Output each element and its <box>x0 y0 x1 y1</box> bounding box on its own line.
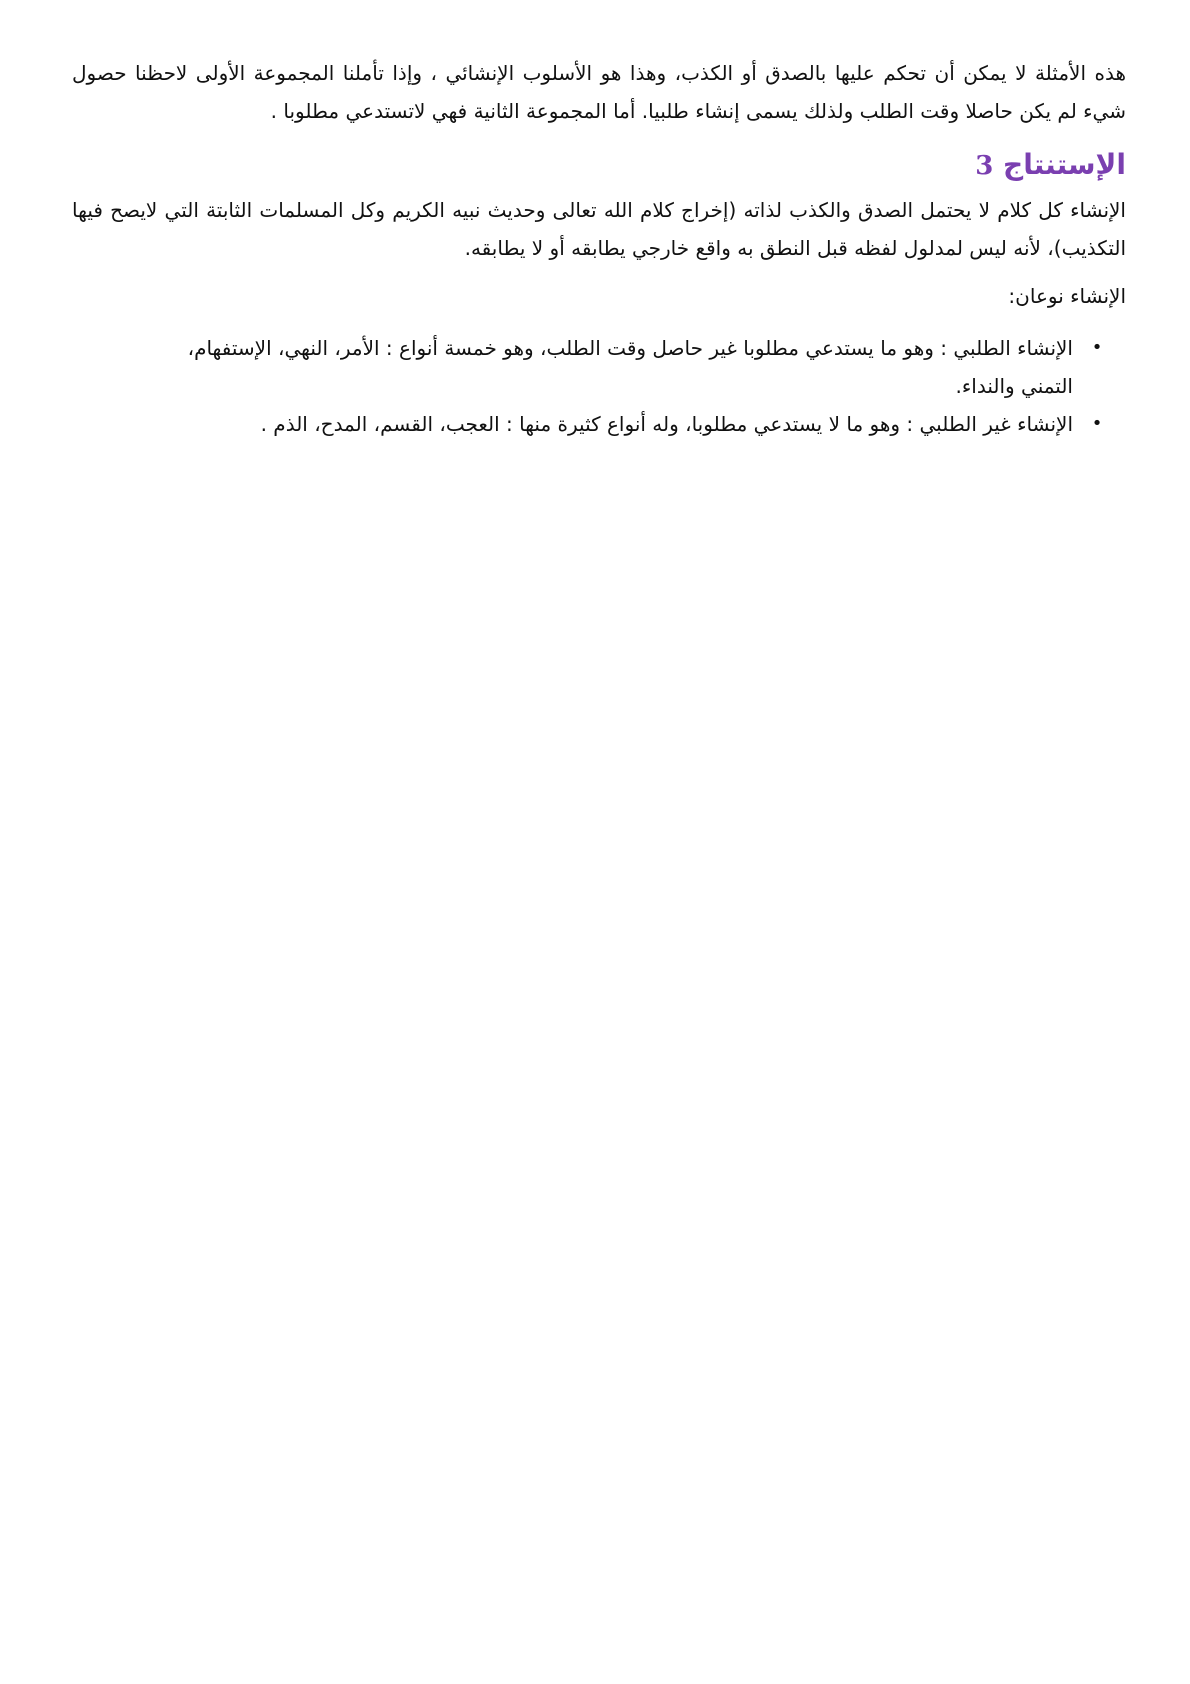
section-heading-text: الإستنتاج <box>1003 148 1126 181</box>
list-item <box>173 329 1103 405</box>
types-label: الإنشاء نوعان: <box>1008 284 1126 308</box>
list-item-text: الإنشاء غير الطلبي : وهو ما لا يستدعي مطلوبا، وله أنواع كثيرة منها : العجب، القسم، المدح، الذم . <box>260 412 1073 436</box>
definition-paragraph: الإنشاء كل كلام لا يحتمل الصدق والكذب لذاته (إخراج كلام الله تعالى وحديث نبيه الكريم وكل المسلمات الثابتة التي لايصح فيها التكذيب)، لأنه ليس لمدلول لفظه قبل النطق به واقع خارجي يطابقه أو لا يطابقه. <box>72 198 1126 260</box>
list-item <box>173 405 1103 443</box>
intro-paragraph: هذه الأمثلة لا يمكن أن تحكم عليها بالصدق أو الكذب، وهذا هو الأسلوب الإنشائي ، وإذا تأملنا المجموعة الأولى لاحظنا حصول شيء لم يكن حاصلا وقت الطلب ولذلك يسمى إنشاء طلبيا. أما المجموعة الثانية فهي لاتستدعي مطلوبا . <box>72 61 1126 123</box>
section-heading-number: 3 <box>975 151 994 181</box>
bullet-icon: • <box>1091 413 1103 434</box>
types-list <box>72 329 1126 443</box>
bullet-icon: • <box>1091 337 1103 358</box>
section-heading <box>72 142 1126 189</box>
list-item-text: الإنشاء الطلبي : وهو ما يستدعي مطلوبا غير حاصل وقت الطلب، وهو خمسة أنواع : الأمر، النهي، الإستفهام، التمني والنداء. <box>187 336 1073 398</box>
document-page <box>72 54 1126 443</box>
